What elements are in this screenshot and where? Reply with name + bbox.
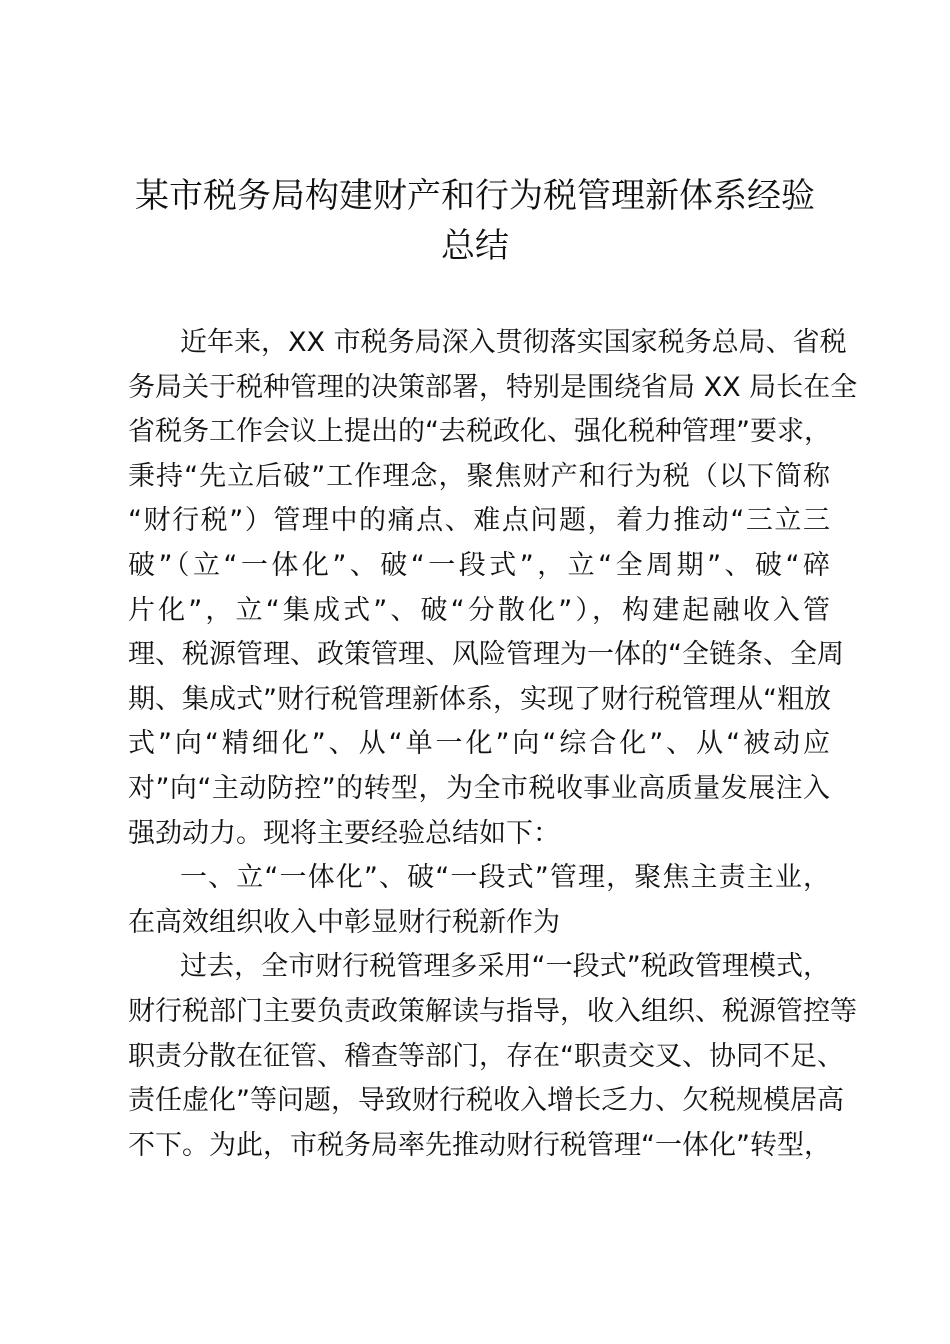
paragraph-line: 期、集成式”财行税管理新体系，实现了财行税管理从“粗放	[128, 683, 831, 715]
document-title-line-1: 某市税务局构建财产和行为税管理新体系经验	[135, 176, 815, 216]
paragraph-line: 责任虚化”等问题，导致财行税收入增长乏力、欠税规模居高	[128, 1085, 844, 1117]
paragraph-line: 务局关于税种管理的决策部署，特别是围绕省局 XX 局长在全	[128, 371, 858, 403]
paragraph-line: 过去，全市财行税管理多采用“一段式”税政管理模式，	[180, 951, 830, 983]
paragraph-line: 式”向“精细化”、从“单一化”向“综合化”、从“被动应	[128, 728, 830, 760]
paragraph-line: 对”向“主动防控”的转型，为全市税收事业高质量发展注入	[128, 773, 830, 804]
paragraph-line: 片化”，立“集成式”、破“分散化”），构建起融收入管	[128, 594, 830, 626]
section-heading-line: 一、立“一体化”、破“一段式”管理，聚焦主责主业，	[180, 862, 830, 894]
paragraph-line: 近年来，XX 市税务局深入贯彻落实国家税务总局、省税	[180, 327, 847, 358]
section-heading-line: 在高效组织收入中彰显财行税新作为	[128, 906, 560, 938]
paragraph-line: 财行税部门主要负责政策解读与指导，收入组织、税源管控等	[128, 996, 857, 1027]
paragraph-line: “财行税”）管理中的痛点、难点问题，着力推动“三立三	[128, 505, 830, 537]
paragraph-line: 省税务工作会议上提出的“去税政化、强化税种管理”要求，	[128, 416, 831, 448]
document-title-line-2: 总结	[441, 226, 509, 266]
paragraph-line: 强劲动力。现将主要经验总结如下：	[128, 817, 560, 849]
paragraph-line: 职责分散在征管、稽查等部门，存在“职责交叉、协同不足、	[128, 1040, 844, 1072]
paragraph-line: 秉持“先立后破”工作理念，聚焦财产和行为税（以下简称	[128, 460, 830, 492]
paragraph-line: 破”（立“一体化”、破“一段式”，立“全周期”、破“碎	[128, 550, 830, 581]
paragraph-line: 理、税源管理、政策管理、风险管理为一体的“全链条、全周	[128, 639, 844, 671]
paragraph-line: 不下。为此，市税务局率先推动财行税管理“一体化”转型，	[128, 1129, 831, 1161]
